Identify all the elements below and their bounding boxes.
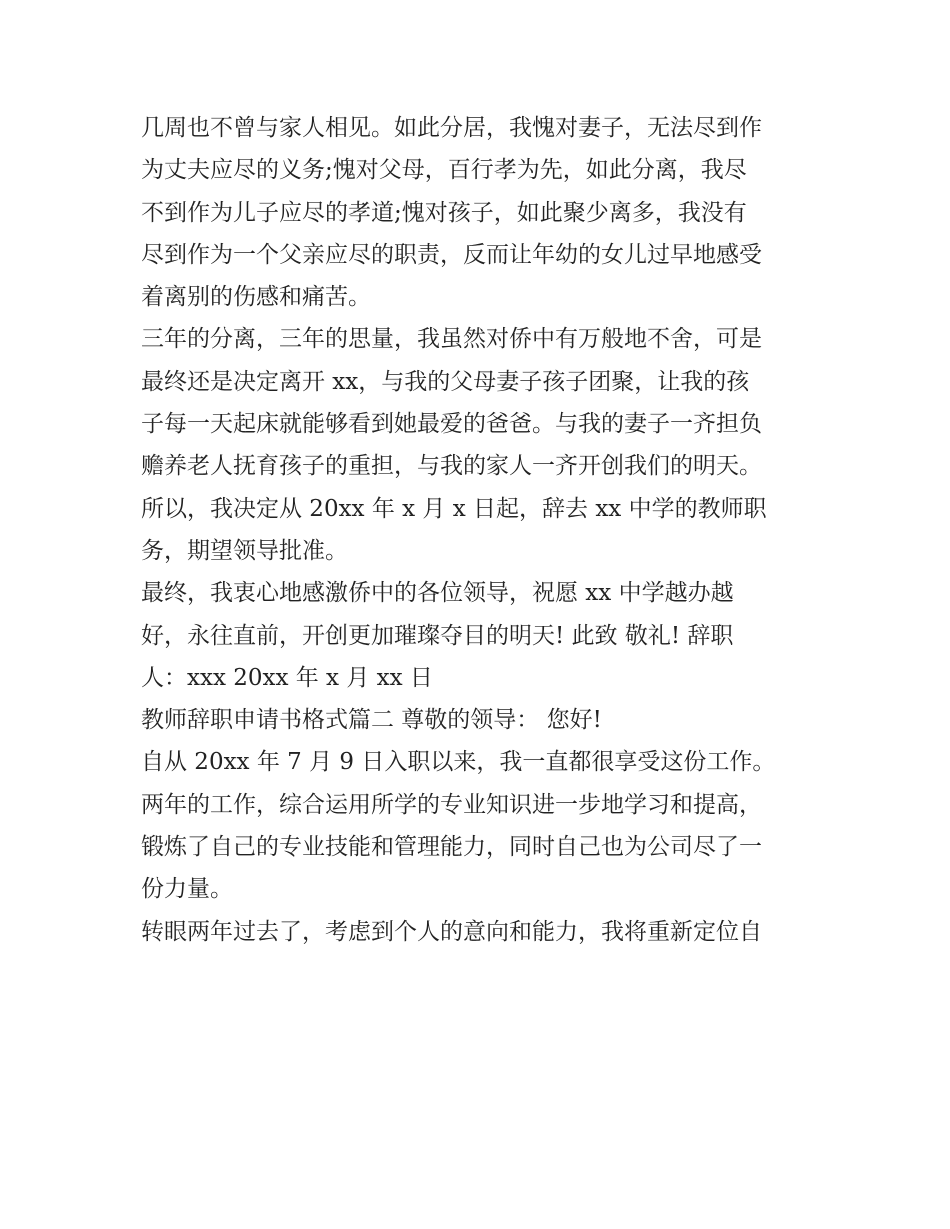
- text-line: 尽到作为一个父亲应尽的职责，反而让年幼的女儿过早地感受: [141, 241, 762, 268]
- text-line: 教师辞职申请书格式篇二 尊敬的领导： 您好!: [141, 707, 602, 734]
- text-line: 份力量。: [141, 876, 233, 903]
- text-line: 人：xxx 20xx 年 x 月 xx 日: [141, 664, 433, 691]
- text-line: 子每一天起床就能够看到她最爱的爸爸。与我的妻子一齐担负: [141, 411, 762, 438]
- text-line: 好，永往直前，开创更加璀璨夺目的明天! 此致 敬礼! 辞职: [141, 622, 734, 649]
- text-line: 所以，我决定从 20xx 年 x 月 x 日起，辞去 xx 中学的教师职: [141, 495, 767, 522]
- text-line: 最终，我衷心地感激侨中的各位领导，祝愿 xx 中学越办越: [141, 580, 734, 607]
- text-line: 不到作为儿子应尽的孝道;愧对孩子，如此聚少离多，我没有: [141, 199, 747, 226]
- text-line: 着离别的伤感和痛苦。: [141, 284, 371, 311]
- text-line: 几周也不曾与家人相见。如此分居，我愧对妻子，无法尽到作: [141, 115, 762, 141]
- text-line: 赡养老人抚育孩子的重担，与我的家人一齐开创我们的明天。: [141, 453, 762, 480]
- text-line: 锻炼了自己的专业技能和管理能力，同时自己也为公司尽了一: [141, 834, 762, 861]
- text-line: 自从 20xx 年 7 月 9 日入职以来，我一直都很享受这份工作。: [141, 749, 776, 776]
- text-line: 最终还是决定离开 xx，与我的父母妻子孩子团聚，让我的孩: [141, 368, 750, 395]
- text-line: 三年的分离，三年的思量，我虽然对侨中有万般地不舍，可是: [141, 326, 762, 353]
- text-line: 为丈夫应尽的义务;愧对父母，百行孝为先，如此分离，我尽: [141, 157, 747, 184]
- text-line: 务，期望领导批准。: [141, 537, 348, 564]
- document-body: [141, 107, 821, 953]
- text-line: 转眼两年过去了，考虑到个人的意向和能力，我将重新定位自: [141, 918, 762, 945]
- text-line: 两年的工作，综合运用所学的专业知识进一步地学习和提高，: [141, 791, 762, 818]
